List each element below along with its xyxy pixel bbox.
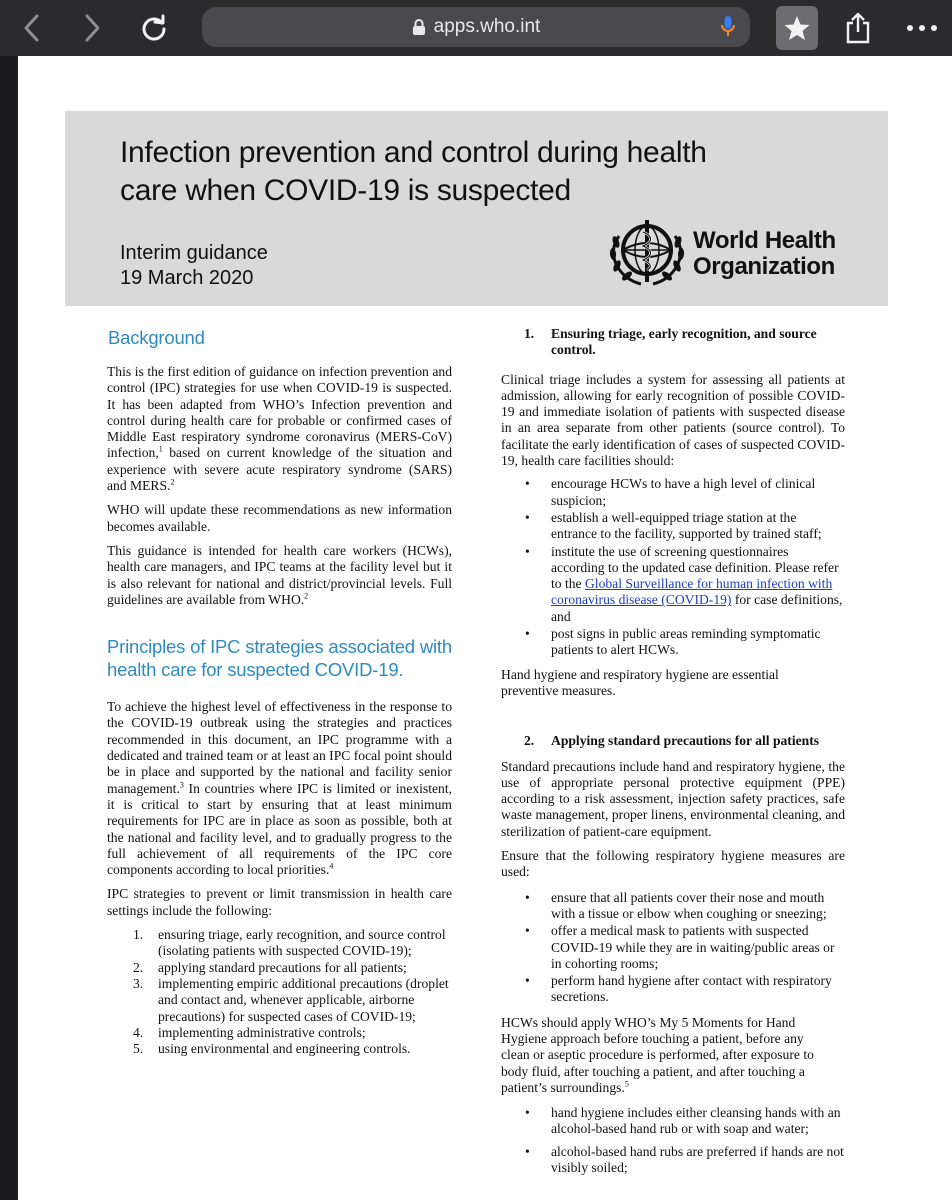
section-2-paragraph-2: Ensure that the following respiratory hygiene measures are used: [501,848,845,880]
bullet-icon: • [525,923,530,939]
share-button[interactable] [836,0,880,56]
list-item [107,976,452,1025]
forward-arrow-icon [82,13,102,43]
section-2-paragraph-1: Standard precautions include hand and respiratory hygiene, the use of appropriate personal protective equipment (PPE) according to a risk assessment, injection safety practices, safe waste management, proper linens, environmental cleaning, and sterilization of patient-care equipment. [501,758,845,839]
list-item: • post signs in public areas reminding symptomatic patients to alert HCWs. [525,626,821,658]
list-item: • establish a well-equipped triage station at the entrance to the facility, supported by trained staff; [525,509,822,542]
back-arrow-icon [22,13,42,43]
principles-paragraph-2: IPC strategies to prevent or limit transmission in health care settings include the following: [107,886,452,918]
list-number: 3. [133,975,144,991]
bullet-icon: • [525,1143,530,1159]
list-number: 4. [133,1024,144,1040]
section-1-title: Ensuring triage, early recognition, and source control. [551,326,817,358]
five-moments-paragraph: HCWs should apply WHO’s My 5 Moments for Hand Hygiene approach before touching a patient, before any clean or aseptic procedure is performed, after exposure to body fluid, after touching a patient, and after touching a patient’s surroundings.$^5$ [501,1014,814,1095]
list-item: • encourage HCWs to have a high level of clinical suspicion; [525,476,816,508]
section-1-paragraph: Clinical triage includes a system for assessing all patients at admission, allowing for early recognition of possible COVID-19 and immediate isolation of patients with suspected disease in an area separate from other patients (source control). To facilitate the early identification of cases of suspected COVID-19, health care facilities should: [501,371,845,469]
back-button[interactable] [10,0,54,56]
more-options-button[interactable] [900,0,944,56]
microphone-icon[interactable] [720,15,736,44]
reload-button[interactable] [132,0,176,56]
document-page [18,56,952,1200]
section-2-heading [524,733,845,749]
bullet-icon: • [525,889,530,905]
share-icon [845,12,871,44]
list-item: • ensure that all patients cover their nose and mouth with a tissue or elbow when coughing or sneezing; [525,889,827,921]
section-2-number: 2. [524,733,535,749]
list-text: implementing empiric additional precautions (droplet and contact and, whenever applicable, airborne precautions) for suspected cases of COVID-19; [158,975,449,1024]
bookmark-star-button[interactable] [776,6,818,50]
lock-icon [412,18,426,36]
more-icon [906,23,938,33]
list-text: implementing administrative controls; [158,1024,366,1040]
reload-icon [140,14,168,42]
section-1-number: 1. [524,326,535,341]
address-bar[interactable] [202,7,750,47]
background-paragraph-3: This guidance is intended for health care workers (HCWs), health care managers, and IPC teams at the facility level but it is also relevant for national and district/provincial levels. Full guidelines are available from WHO.$^2$ [107,542,452,607]
browser-toolbar [0,0,952,56]
document-title [120,134,760,210]
list-item [107,1025,452,1041]
background-heading: Background [108,327,205,348]
who-emblem-icon [607,216,687,288]
bullet-icon: • [525,626,530,642]
principles-heading-line1: Principles of IPC strategies associated with [107,636,452,658]
list-number: 2. [133,959,144,975]
bullet-icon: • [525,476,530,492]
bullet-icon: • [525,543,530,559]
document-subtitle: Interim guidance [120,242,268,264]
list-item [107,927,452,960]
title-banner [65,111,888,306]
triage-bullet-list [501,476,845,658]
bullet-icon: • [525,1105,530,1121]
document-title-line1: Infection prevention and control during health [120,136,707,169]
principles-paragraph-1: To achieve the highest level of effectiveness in the response to the COVID-19 outbreak using the strategies and practices recommended in this document, an IPC programme with a dedicated and trained team or at least an IPC focal point should be in place and supported by the national and facility senior management.$^3$ In countries where IPC is limited or inexistent, it is critical to start by ensuring that at least minimum requirements for IPC are in place as soon as possible, both at the national and facility level, and to gradually progress to the full achievement of all requirements of the IPC core components according to local priorities.$^4$ [107,699,452,878]
list-text: using environmental and engineering controls. [158,1041,411,1057]
background-paragraph-1: This is the first edition of guidance on infection prevention and control (IPC) strategies for use when COVID-19 is suspected. It has been adapted from WHO’s Infection prevention and control during health care for probable or confirmed cases of Middle East respiratory syndrome coronavirus (MERS-CoV) infection,$^1$ based on current knowledge of the situation and experience with severe acute respiratory syndrome (SARS) and MERS.$^2$ [107,364,452,494]
bullet-icon: • [525,509,530,525]
section-1-heading [524,326,824,359]
respiratory-bullet-list [501,890,845,1006]
left-column [107,326,452,1057]
list-item [107,960,452,976]
list-item: • institute the use of screening questionnaires according to the updated case definition. Please refer to the Global Surveillance for human infection with coronavirus disease (COVID-19) for case definitions, and [525,543,843,624]
background-paragraph-2: WHO will update these recommendations as new information becomes available. [107,502,452,534]
who-logo-text [693,228,836,280]
list-item: • perform hand hygiene after contact with respiratory secretions. [525,973,832,1005]
who-logo-line1: World Health [693,227,836,254]
right-column [501,326,845,1176]
url-text: apps.who.int [433,16,541,37]
forward-button[interactable] [70,0,114,56]
strategy-list [107,927,452,1057]
section-2-title: Applying standard precautions for all patients [551,733,820,749]
list-item: • hand hygiene includes either cleansing hands with an alcohol-based hand rub or with soap and water; [525,1105,841,1137]
list-item [107,1041,452,1057]
hygiene-paragraph: Hand hygiene and respiratory hygiene are essential preventive measures. [501,666,779,698]
list-text: ensuring triage, early recognition, and source control (isolating patients with suspected COVID-19); [158,927,446,959]
star-icon [783,14,811,42]
list-text: applying standard precautions for all patients; [158,959,407,975]
principles-heading-line2: health care for suspected COVID-19. [107,659,404,681]
document-date: 19 March 2020 [120,267,254,289]
list-number: 1. [133,927,144,943]
principles-heading [107,635,452,681]
list-item: • alcohol-based hand rubs are preferred if hands are not visibly soiled; [525,1143,844,1176]
document-title-line2: care when COVID-19 is suspected [120,174,571,207]
list-item: • offer a medical mask to patients with suspected COVID-19 while they are in waiting/public areas or in cohorting rooms; [525,923,835,971]
bullet-icon: • [525,973,530,989]
who-logo-line2: Organization [693,253,835,280]
list-number: 5. [133,1041,144,1057]
global-surveillance-link[interactable]: Global Surveillance for human infection with coronavirus disease (COVID-19) [551,576,833,608]
hand-hygiene-bullet-list [501,1105,845,1176]
